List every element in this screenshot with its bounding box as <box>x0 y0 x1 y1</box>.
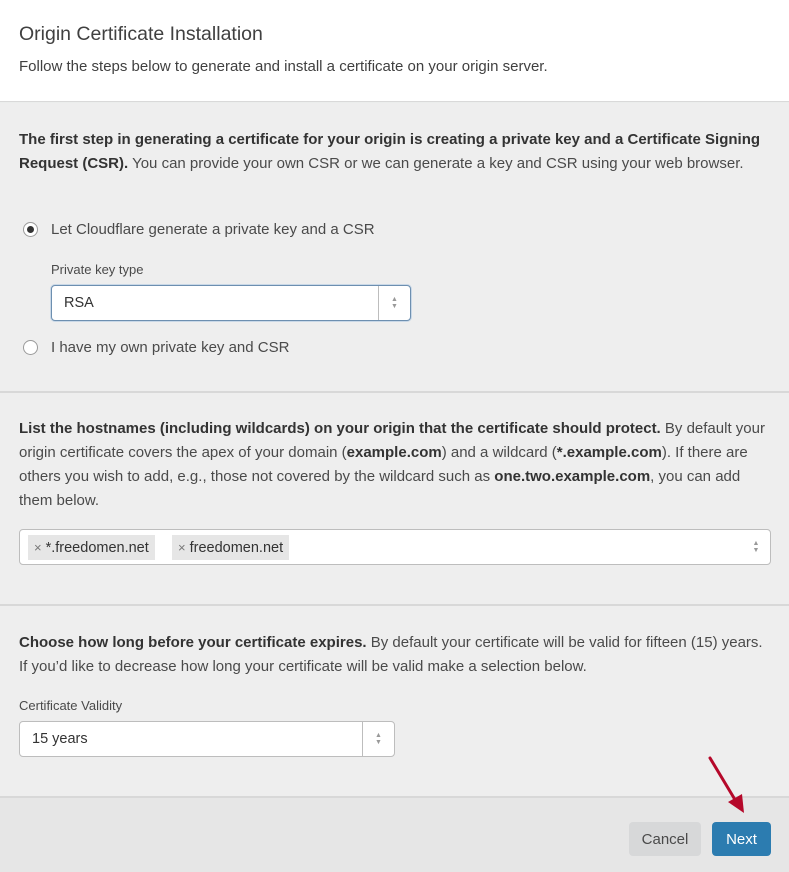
radio-generate-csr[interactable] <box>23 221 375 238</box>
select-updown-icon: ▲ ▼ <box>362 722 394 756</box>
private-key-type-label: Private key type <box>51 262 144 277</box>
certificate-validity-label: Certificate Validity <box>19 698 123 713</box>
hostname-tag-label: *.freedomen.net <box>45 539 149 556</box>
radio-button-checked[interactable] <box>23 222 38 237</box>
csr-description-text: You can provide your own CSR or we can generate a key and CSR using your web browser. <box>128 155 744 172</box>
hostname-tag <box>28 535 155 560</box>
desc-text: , you can add them below. <box>19 468 741 509</box>
modal-footer <box>0 798 789 872</box>
validity-description-bold: Choose how long before your certificate expires. <box>19 634 367 651</box>
private-key-type-select[interactable] <box>51 285 411 321</box>
csr-section <box>0 103 789 393</box>
select-updown-icon: ▲ ▼ <box>378 286 410 320</box>
next-button[interactable]: Next <box>712 822 771 856</box>
validity-section <box>0 606 789 798</box>
remove-tag-icon[interactable]: × <box>178 540 186 555</box>
csr-description-bold: The first step in generating a certificate for your origin is creating a private key and a Certificate Signing Request (CSR). <box>19 131 761 172</box>
desc-text: ). If there are others you wish to add, e.g., those not covered by the wildcard such as <box>19 444 748 485</box>
page-subtitle: Follow the steps below to generate and install a certificate on your origin server. <box>19 58 548 75</box>
cancel-button[interactable]: Cancel <box>629 822 701 856</box>
remove-tag-icon[interactable]: × <box>34 540 42 555</box>
radio-label-own: I have my own private key and CSR <box>51 339 290 356</box>
validity-description <box>19 631 774 679</box>
hostname-tag-label: freedomen.net <box>189 539 284 556</box>
apex-example: example.com <box>346 444 442 461</box>
page-title: Origin Certificate Installation <box>19 23 263 45</box>
validity-description-text: By default your certificate will be valid for fifteen (15) years. If you’d like to decrease how long your certificate will be valid make a selection below. <box>19 634 763 675</box>
subdomain-example: one.two.example.com <box>494 468 651 485</box>
radio-button-unchecked[interactable] <box>23 340 38 355</box>
desc-text: By default your origin certificate covers the apex of your domain ( <box>19 420 765 461</box>
hostnames-description <box>19 417 774 513</box>
hostnames-input[interactable] <box>19 529 771 565</box>
radio-own-csr[interactable] <box>23 339 289 356</box>
certificate-validity-select[interactable] <box>19 721 395 757</box>
hostnames-description-bold: List the hostnames (including wildcards) on your origin that the certificate should protect. <box>19 420 661 437</box>
hostnames-section <box>0 393 789 606</box>
desc-text: ) and a wildcard ( <box>441 444 557 461</box>
hostname-tag <box>172 535 289 560</box>
private-key-type-value: RSA <box>64 295 94 311</box>
radio-label-generate: Let Cloudflare generate a private key and a CSR <box>51 221 375 238</box>
csr-description <box>19 128 774 176</box>
select-updown-icon[interactable]: ▲ ▼ <box>752 540 760 554</box>
wildcard-example: *.example.com <box>556 444 662 461</box>
modal-header <box>0 0 789 102</box>
certificate-validity-value: 15 years <box>32 731 88 747</box>
